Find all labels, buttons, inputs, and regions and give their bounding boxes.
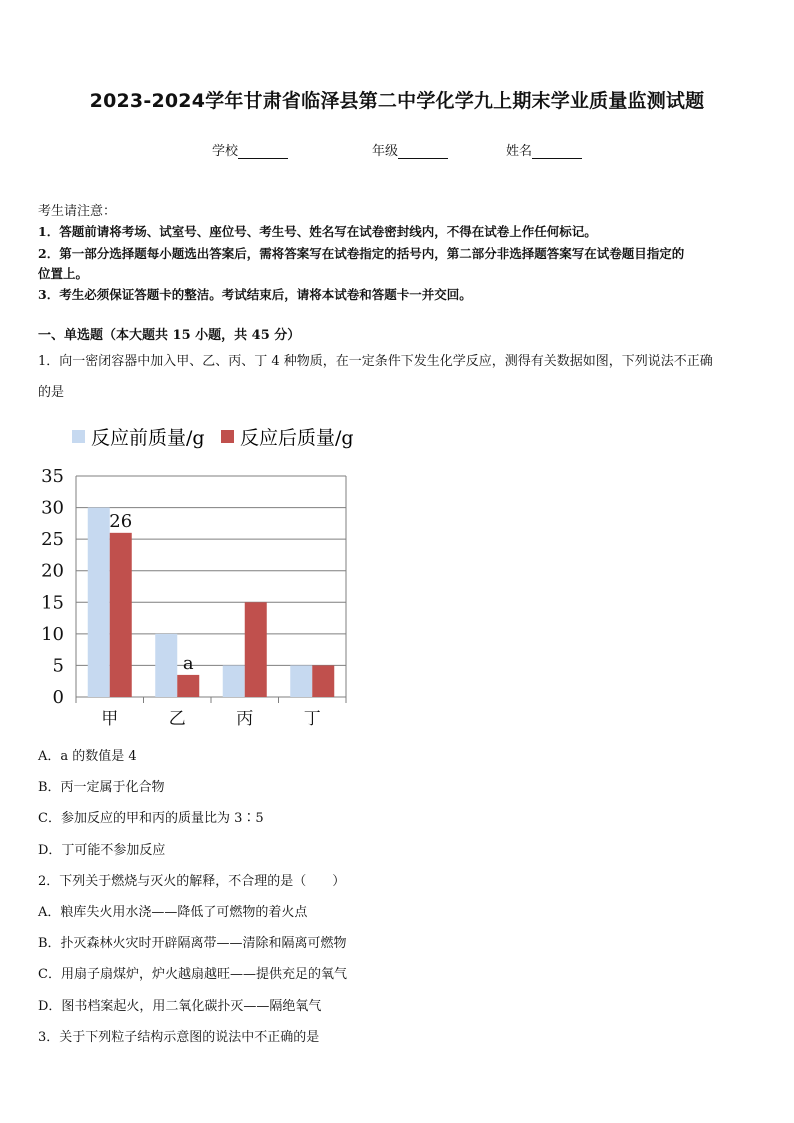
bar-丁-0: [290, 665, 312, 697]
q2-option-d[interactable]: D．图书档案起火，用二氧化碳扑灭——隔绝氧气: [38, 999, 322, 1014]
name-field: [506, 140, 582, 159]
school-blank[interactable]: [238, 144, 288, 159]
y-tick-label: 10: [41, 623, 64, 645]
bar-丁-1: [312, 665, 334, 697]
bar-乙-0: [155, 634, 177, 697]
q1-option-b[interactable]: B．丙一定属于化合物: [38, 780, 165, 795]
grade-blank[interactable]: [398, 144, 448, 159]
data-label: 26: [109, 510, 133, 532]
bar-甲-0: [88, 508, 110, 697]
bar-甲-1: [110, 533, 132, 697]
notice-item-1: 1．答题前请将考场、试室号、座位号、考生号、姓名写在试卷密封线内，不得在试卷上作任何标记。: [38, 224, 597, 239]
notice-item-2: 2．第一部分选择题每小题选出答案后，需将答案写在试卷指定的括号内，第二部分非选择题答案写在试卷题目指定的: [38, 246, 685, 261]
section-heading: 一、单选题（本大题共 15 小题，共 45 分）: [38, 328, 301, 343]
q2-option-b[interactable]: B．扑灭森林火灾时开辟隔离带——清除和隔离可燃物: [38, 936, 347, 951]
y-tick-label: 15: [41, 592, 64, 614]
bar-乙-1: [177, 675, 199, 697]
x-tick-label: 丙: [236, 709, 254, 729]
legend-label-before: 反应前质量/g: [91, 427, 205, 449]
notice-item-2-cont: 位置上。: [38, 266, 89, 281]
school-field: [212, 140, 288, 159]
y-tick-label: 35: [41, 466, 64, 487]
chart-y-ticks: [41, 466, 64, 708]
q3-stem: 3．关于下列粒子结构示意图的说法中不正确的是: [38, 1030, 320, 1045]
x-tick-label: 甲: [101, 709, 119, 729]
data-label: a: [182, 652, 194, 674]
q2-option-c[interactable]: C．用扇子扇煤炉，炉火越扇越旺——提供充足的氧气: [38, 967, 347, 982]
chart-legend: [72, 427, 354, 449]
y-tick-label: 0: [52, 687, 64, 708]
notice-item-3: 3．考生必须保证答题卡的整洁。考试结束后，请将本试卷和答题卡一并交回。: [38, 287, 472, 302]
legend-label-after: 反应后质量/g: [240, 427, 354, 449]
grade-label: 年级: [372, 144, 399, 159]
q1-option-d[interactable]: D．丁可能不参加反应: [38, 843, 166, 858]
q1-stem: 1．向一密闭容器中加入甲、乙、丙、丁 4 种物质，在一定条件下发生化学反应，测得有关数据如图，下列说法不正确: [38, 354, 713, 369]
bar-丙-0: [223, 665, 245, 697]
legend-swatch-after: [221, 430, 234, 443]
x-tick-label: 丁: [303, 709, 321, 729]
grade-field: [372, 140, 448, 159]
notice-heading: 考生请注意：: [38, 204, 117, 219]
q1-option-c[interactable]: C．参加反应的甲和丙的质量比为 3∶5: [38, 811, 264, 826]
q1-stem-cont: 的是: [38, 385, 65, 400]
page-title: 2023-2024学年甘肃省临泽县第二中学化学九上期末学业质量监测试题: [89, 90, 705, 112]
y-tick-label: 5: [52, 655, 64, 677]
q2-option-a[interactable]: A．粮库失火用水浇——降低了可燃物的着火点: [38, 905, 308, 920]
y-tick-label: 20: [41, 560, 64, 582]
school-label: 学校: [212, 144, 239, 159]
name-label: 姓名: [506, 144, 533, 159]
q1-bar-chart: [0, 410, 794, 740]
bar-丙-1: [245, 602, 267, 697]
name-blank[interactable]: [532, 144, 582, 159]
y-tick-label: 25: [41, 529, 64, 551]
chart-x-ticks: [76, 697, 346, 729]
legend-swatch-before: [72, 430, 85, 443]
y-tick-label: 30: [41, 497, 64, 519]
x-tick-label: 乙: [168, 709, 186, 729]
q1-option-a[interactable]: A．a 的数值是 4: [38, 749, 137, 764]
q2-stem: 2．下列关于燃烧与灭火的解释，不合理的是（ ）: [38, 874, 346, 889]
